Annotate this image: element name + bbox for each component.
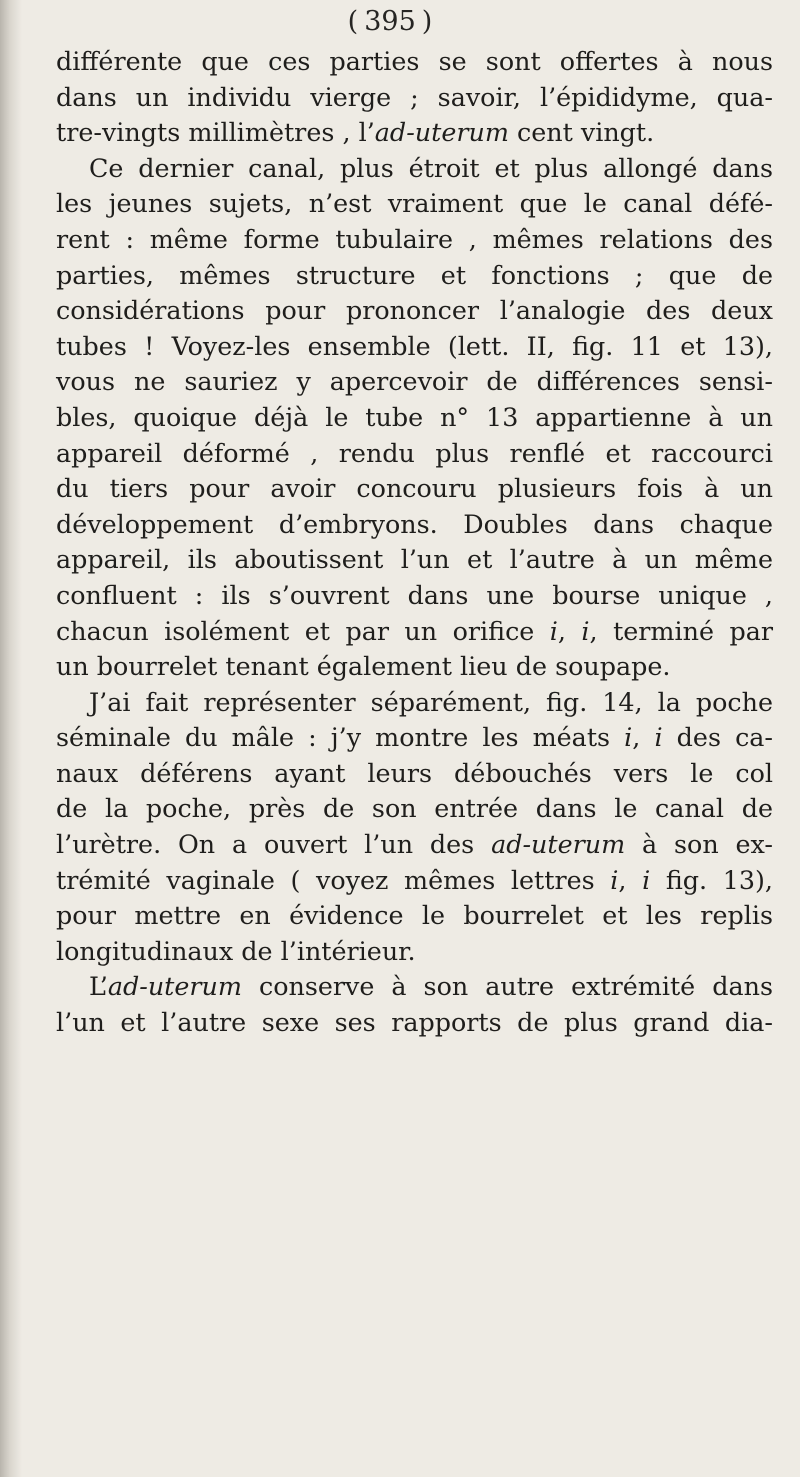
text-line [56,614,773,650]
text-segment: dans un individu vierge ; savoir, l’épididyme, qua- [56,81,773,112]
text-segment: rent : même forme tubulaire , mêmes relations des [56,223,773,254]
text-line [56,293,773,329]
italic-text: i [549,615,558,646]
text-segment: L’ [89,971,108,1002]
text-segment: du tiers pour avoir concouru plusieurs fois à un [56,473,773,504]
text-line [56,186,773,222]
text-segment: , [618,864,643,895]
text-line [56,863,773,899]
text-segment: Ce dernier canal, plus étroit et plus allongé dans [89,152,773,183]
italic-text: i [624,722,633,753]
page-number: ( 395 ) [347,6,433,37]
text-line [56,791,773,827]
text-line [56,258,773,294]
italic-text: i [654,722,663,753]
text-segment: développement d’embryons. Doubles dans chaque [56,508,773,539]
text-line [56,542,773,578]
text-segment: , [632,722,655,753]
text-segment: des ca- [662,722,774,753]
text-line [56,222,773,258]
text-line [56,471,773,507]
text-segment: séminale du mâle : j’y montre les méats [56,722,625,753]
text-segment: bles, quoique déjà le tube n° 13 appartienne à un [56,401,773,432]
italic-text: ad-uterum [107,971,242,1002]
text-segment: J’ai fait représenter séparément, fig. 14, la poche [89,686,773,717]
italic-text: i [642,864,651,895]
text-segment: , terminé par [589,615,773,646]
body-text [56,44,773,1041]
italic-text: i [610,864,619,895]
text-segment: longitudinaux de l’intérieur. [56,935,416,966]
text-line [56,969,773,1005]
text-line [56,720,773,756]
text-line [56,827,773,863]
text-segment: différente que ces parties se sont offertes à nous [56,46,773,76]
text-segment: l’un et l’autre sexe ses rapports de plus grand dia- [56,1007,773,1038]
text-segment: naux déférens ayant leurs débouchés vers le col [56,757,773,788]
text-line [56,80,773,116]
text-line [56,364,773,400]
text-segment: de la poche, près de son entrée dans le canal de [56,793,773,824]
text-segment: , [557,615,582,646]
text-segment: conserve à son autre extrémité dans [241,971,773,1002]
text-segment: appareil, ils aboutissent l’un et l’autre à un même [56,544,773,575]
text-line [56,1005,773,1041]
text-line [56,151,773,187]
text-segment: tre-vingts millimètres , l’ [56,117,375,148]
italic-text: ad-uterum [491,829,626,860]
text-segment: à son ex- [625,829,773,860]
text-segment: parties, mêmes structure et fonctions ; que de [56,259,773,290]
text-line [56,578,773,614]
text-segment: un bourrelet tenant également lieu de soupape. [56,651,671,682]
text-segment: les jeunes sujets, n’est vraiment que le canal défé- [56,188,773,219]
text-segment: pour mettre en évidence le bourrelet et les replis [56,900,773,931]
text-segment: chacun isolément et par un orifice [56,615,550,646]
text-segment: appareil déformé , rendu plus renflé et raccourci [56,437,773,468]
text-line [56,400,773,436]
italic-text: ad-uterum [374,117,509,148]
text-line [56,685,773,721]
text-segment: l’urètre. On a ouvert l’un des [56,829,492,860]
text-segment: vous ne sauriez y apercevoir de différences sensi- [56,366,773,397]
text-line [56,44,773,80]
text-segment: cent vingt. [508,117,655,148]
text-line [56,436,773,472]
text-segment: trémité vaginale ( voyez mêmes lettres [56,864,611,895]
italic-text: i [581,615,590,646]
text-line [56,934,773,970]
text-segment: tubes ! Voyez-les ensemble (lett. II, fig. 11 et 13), [56,330,773,361]
text-line [56,115,773,151]
text-line [56,898,773,934]
binding-gutter-shadow [0,0,22,1477]
text-line [56,329,773,365]
text-line [56,507,773,543]
page-number-value: 395 [364,6,416,37]
text-segment: confluent : ils s’ouvrent dans une bourse unique , [56,579,773,610]
text-line [56,649,773,685]
text-segment: fig. 13), [650,864,773,895]
text-line [56,756,773,792]
text-segment: considérations pour prononcer l’analogie des deux [56,295,773,326]
